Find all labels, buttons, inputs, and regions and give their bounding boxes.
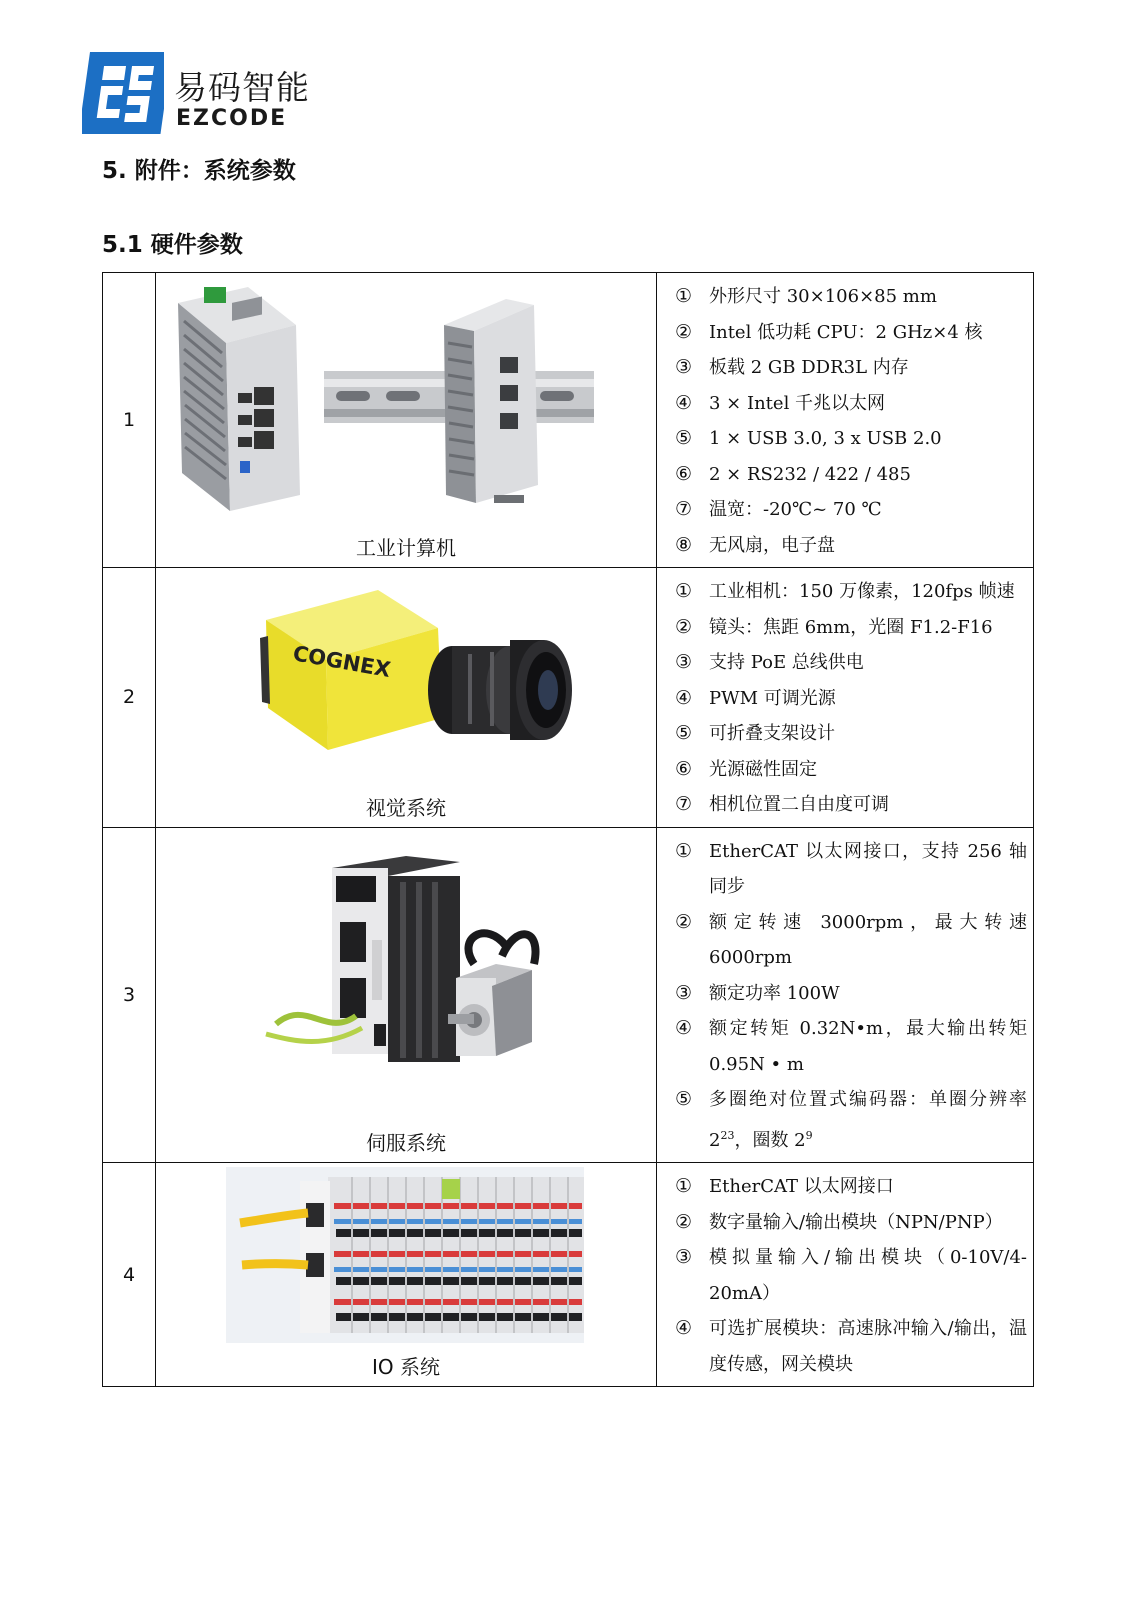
vision-camera-image xyxy=(156,568,656,783)
spec-text: 工业相机：150 万像素，120fps 帧速 xyxy=(709,581,1015,602)
spec-text: 温宽：-20℃~ 70 ℃ xyxy=(709,499,882,520)
logo-text-en: EZCODE xyxy=(176,106,288,131)
item-marker: ⑤ xyxy=(675,427,693,449)
list-item xyxy=(665,645,1027,681)
item-marker: ⑤ xyxy=(675,1088,693,1110)
item-marker: ⑤ xyxy=(675,722,693,744)
list-item xyxy=(665,574,1027,610)
spec-text: 1 × USB 3.0, 3 x USB 2.0 xyxy=(709,428,942,449)
spec-text: 相机位置二自由度可调 xyxy=(709,794,889,815)
table-row xyxy=(103,1163,1034,1387)
product-caption: IO 系统 xyxy=(372,1355,440,1379)
list-item xyxy=(665,610,1027,646)
row-number: 2 xyxy=(103,568,156,828)
spec-text: EtherCAT 以太网接口 xyxy=(709,1176,894,1197)
spec-text: 3 × Intel 千兆以太网 xyxy=(709,392,886,414)
row-number: 3 xyxy=(103,827,156,1163)
product-caption: 视觉系统 xyxy=(366,795,446,820)
spec-text: 可折叠支架设计 xyxy=(709,723,835,744)
item-marker: ⑧ xyxy=(675,533,693,556)
list-item xyxy=(665,976,1027,1012)
product-cell xyxy=(156,1163,657,1387)
spec-text: 额定功率 100W xyxy=(709,982,840,1004)
list-item xyxy=(665,457,1027,493)
spec-text: 数字量输入/输出模块（NPN/PNP） xyxy=(709,1211,1003,1233)
spec-text: 板载 2 GB DDR3L 内存 xyxy=(709,357,909,378)
row-number: 1 xyxy=(103,273,156,568)
servo-system-image xyxy=(156,828,656,1098)
spec-cell xyxy=(657,568,1034,828)
logo-mark-icon xyxy=(82,52,164,134)
spec-text: 额定转速 3000rpm，最大转速 6000rpm xyxy=(709,911,1027,968)
item-marker: ④ xyxy=(675,686,693,709)
logo-text-cn: 易码智能 xyxy=(174,68,310,107)
item-marker: ⑦ xyxy=(675,498,693,520)
item-marker: ② xyxy=(675,1210,693,1233)
superscript: 9 xyxy=(805,1128,813,1142)
list-item xyxy=(665,421,1027,457)
list-item xyxy=(665,1205,1027,1241)
spec-text-a: 多圈绝对位置式编码器：单圈分辨率 2 xyxy=(709,1089,1027,1151)
product-cell xyxy=(156,568,657,828)
item-marker: ③ xyxy=(675,356,693,378)
item-marker: ④ xyxy=(675,391,693,414)
spec-list xyxy=(657,568,1033,827)
spec-text: 镜头：焦距 6mm，光圈 F1.2-F16 xyxy=(709,616,993,638)
company-logo xyxy=(82,52,322,138)
spec-text: 外形尺寸 30×106×85 mm xyxy=(709,286,937,307)
item-marker: ③ xyxy=(675,1246,693,1268)
spec-text: 可选扩展模块：高速脉冲输入/输出，温度传感，网关模块 xyxy=(709,1318,1027,1375)
spec-cell xyxy=(657,273,1034,568)
spec-list xyxy=(657,273,1033,567)
spec-list xyxy=(657,1163,1033,1386)
list-item xyxy=(665,905,1027,976)
spec-text: 模拟量输入/输出模块（0-10V/4-20mA） xyxy=(709,1247,1027,1304)
item-marker: ③ xyxy=(675,651,693,673)
product-caption: 工业计算机 xyxy=(356,536,456,560)
hardware-spec-table xyxy=(102,272,1034,1387)
item-marker: ① xyxy=(675,839,693,862)
item-marker: ② xyxy=(675,615,693,638)
table-row xyxy=(103,827,1034,1163)
product-caption: 伺服系统 xyxy=(366,1131,446,1155)
product-cell xyxy=(156,827,657,1163)
spec-cell xyxy=(657,827,1034,1163)
spec-text: 2 × RS232 / 422 / 485 xyxy=(709,463,911,485)
spec-text: 额定转矩 0.32N•m，最大输出转矩 0.95N • m xyxy=(709,1018,1027,1075)
spec-cell xyxy=(657,1163,1034,1387)
list-item xyxy=(665,1240,1027,1311)
list-item xyxy=(665,386,1027,422)
item-marker: ③ xyxy=(675,981,693,1004)
list-item xyxy=(665,1169,1027,1205)
industrial-pc-image xyxy=(156,273,656,523)
item-marker: ① xyxy=(675,580,693,602)
item-marker: ④ xyxy=(675,1317,693,1339)
list-item xyxy=(665,1011,1027,1082)
item-marker: ① xyxy=(675,285,693,307)
table-row xyxy=(103,568,1034,828)
list-item xyxy=(665,1082,1027,1158)
list-item xyxy=(665,1311,1027,1382)
item-marker: ② xyxy=(675,910,693,933)
spec-text: Intel 低功耗 CPU：2 GHz×4 核 xyxy=(709,321,983,343)
spec-list xyxy=(657,828,1033,1163)
item-marker: ② xyxy=(675,320,693,343)
item-marker: ④ xyxy=(675,1017,693,1039)
list-item xyxy=(665,716,1027,752)
spec-text-b: ，圈数 2 xyxy=(734,1129,806,1151)
item-marker: ⑦ xyxy=(675,793,693,815)
list-item xyxy=(665,834,1027,905)
superscript: 23 xyxy=(720,1128,735,1142)
row-number: 4 xyxy=(103,1163,156,1387)
item-marker: ① xyxy=(675,1175,693,1197)
camera-brand-label: COGNEX xyxy=(291,641,393,683)
item-marker: ⑥ xyxy=(675,757,693,780)
io-system-image xyxy=(156,1163,656,1348)
list-item xyxy=(665,752,1027,788)
list-item xyxy=(665,279,1027,315)
spec-text: EtherCAT 以太网接口，支持 256 轴同步 xyxy=(709,840,1027,897)
spec-text: 光源磁性固定 xyxy=(709,758,817,780)
section-heading: 5. 附件：系统参数 xyxy=(102,158,296,184)
list-item xyxy=(665,528,1027,564)
item-marker: ⑥ xyxy=(675,462,693,485)
list-item xyxy=(665,350,1027,386)
list-item xyxy=(665,315,1027,351)
list-item xyxy=(665,681,1027,717)
product-cell xyxy=(156,273,657,568)
list-item xyxy=(665,492,1027,528)
table-row xyxy=(103,273,1034,568)
spec-text: PWM 可调光源 xyxy=(709,687,836,709)
spec-text: 支持 PoE 总线供电 xyxy=(709,652,864,673)
subsection-heading: 5.1 硬件参数 xyxy=(102,232,243,258)
spec-text: 无风扇，电子盘 xyxy=(709,534,835,556)
list-item xyxy=(665,787,1027,823)
